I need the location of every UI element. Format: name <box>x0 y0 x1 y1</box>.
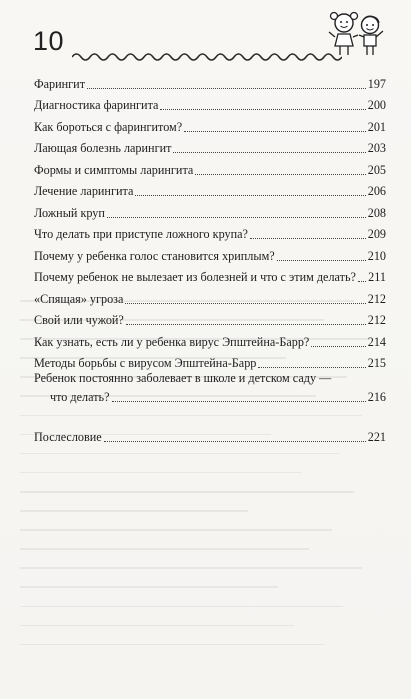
toc-entry[interactable] <box>34 178 386 200</box>
toc-entry[interactable] <box>34 92 386 114</box>
toc-entry[interactable] <box>34 328 386 350</box>
toc-entry[interactable] <box>34 307 386 329</box>
leader-dots <box>160 109 365 110</box>
leader-dots <box>126 324 366 325</box>
toc-entry-title: Почему ребенок не вылезает из болезней и что с этим делать? <box>34 270 356 284</box>
page-number: 10 <box>33 26 65 56</box>
toc-entry-title: Диагностика фарингита <box>34 98 159 112</box>
toc-entry[interactable] <box>34 350 386 372</box>
leader-dots <box>250 238 366 239</box>
toc-entry-page: 210 <box>367 248 386 263</box>
toc-entry[interactable] <box>34 70 386 92</box>
leader-dots <box>107 217 366 218</box>
toc-entry-page: 201 <box>367 119 386 134</box>
toc-entry-title: Свой или чужой? <box>34 313 124 327</box>
spacer <box>34 411 386 423</box>
toc-entry-continuation <box>34 386 386 405</box>
toc-entry-page: 212 <box>367 291 386 306</box>
toc-entry-title: «Спящая» угроза <box>34 291 124 306</box>
toc-entry-page: 205 <box>367 162 386 177</box>
leader-dots <box>258 367 365 368</box>
toc-entry-page: 203 <box>367 141 386 155</box>
leader-dots <box>277 260 366 261</box>
toc-entry-page: 209 <box>367 227 386 241</box>
toc-entry-title: Фарингит <box>34 76 86 91</box>
toc-entry-title: Как бороться с фарингитом? <box>34 119 183 134</box>
toc-entry-title: Лающая болезнь ларингит <box>34 141 172 155</box>
leader-dots <box>112 401 366 402</box>
toc-entry[interactable] <box>34 113 386 135</box>
toc-entry-page: 197 <box>367 76 386 91</box>
toc-entry-title: Ложный круп <box>34 205 105 220</box>
toc-entry-title: Ребенок постоянно заболевает в школе и детском саду — <box>34 371 332 385</box>
toc-entry-title: Методы борьбы с вирусом Эпштейна-Барр <box>34 356 257 370</box>
toc-entry-page: 200 <box>367 98 386 112</box>
toc-entry-page: 208 <box>367 205 386 220</box>
toc-entry[interactable] <box>34 135 386 157</box>
leader-dots <box>195 174 365 175</box>
toc-entry-title: Как узнать, есть ли у ребенка вирус Эпштейна-Барр? <box>34 334 310 349</box>
toc-entry-title: Почему у ребенка голос становится хриплым? <box>34 248 275 263</box>
toc-entry-page: 221 <box>367 429 386 444</box>
toc-entry-page: 216 <box>367 390 386 404</box>
toc-entry[interactable] <box>34 371 386 411</box>
toc-entry[interactable] <box>34 156 386 178</box>
leader-dots <box>135 195 365 196</box>
toc-entry-title: Лечение ларингита <box>34 184 134 198</box>
toc-entry[interactable] <box>34 221 386 243</box>
toc-entry-page: 211 <box>368 270 386 284</box>
toc-entry-title: Послесловие <box>34 429 102 444</box>
toc-entry-title: Что делать при приступе ложного крупа? <box>34 227 248 241</box>
leader-dots <box>311 346 365 347</box>
toc-entry-page: 215 <box>367 356 386 370</box>
leader-dots <box>104 441 366 442</box>
page-header <box>0 0 411 70</box>
toc-entry[interactable] <box>34 264 386 286</box>
leader-dots <box>358 281 366 282</box>
toc-entry[interactable] <box>34 242 386 264</box>
leader-dots <box>173 152 365 153</box>
toc-entry-afterword[interactable] <box>34 423 386 445</box>
toc-entry-page: 214 <box>367 334 386 349</box>
toc-entry-title-line2: что делать? <box>50 390 110 404</box>
wavy-line-decoration <box>72 50 342 64</box>
leader-dots <box>184 131 366 132</box>
toc-entry-page: 206 <box>367 184 386 198</box>
toc-entry[interactable] <box>34 285 386 307</box>
leader-dots <box>125 303 365 304</box>
toc-entry-title: Формы и симптомы ларингита <box>34 162 194 177</box>
children-illustration-icon <box>326 8 388 60</box>
table-of-contents <box>34 70 386 445</box>
leader-dots <box>87 88 366 89</box>
toc-entry[interactable] <box>34 199 386 221</box>
toc-entry-page: 212 <box>367 313 386 327</box>
